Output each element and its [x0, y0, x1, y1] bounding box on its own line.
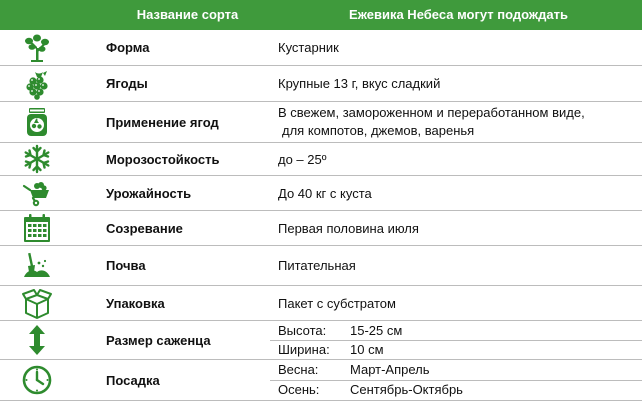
row-label: Созревание — [106, 220, 183, 236]
row-value: Питательная — [278, 258, 356, 273]
row-value: Пакет с субстратом — [278, 295, 396, 311]
row-value: Первая половина июля — [278, 220, 419, 236]
row-label: Почва — [106, 258, 146, 273]
vertical-arrows-icon — [0, 321, 74, 359]
clock-icon — [0, 360, 74, 400]
table-row-berries — [0, 66, 642, 102]
planting-autumn — [270, 380, 642, 399]
pair-value: 10 см — [350, 342, 384, 357]
table-row-yield — [0, 176, 642, 211]
pair-value: 15-25 см — [350, 323, 403, 338]
row-label: Применение ягод — [106, 114, 219, 130]
header-variety-title: Ежевика Небеса могут подождать — [349, 7, 568, 22]
pair-key: Ширина: — [278, 342, 330, 357]
row-label: Размер саженца — [106, 332, 211, 348]
row-value: До 40 кг с куста — [278, 185, 372, 201]
pair-value: Сентябрь-Октябрь — [350, 382, 463, 397]
berry-icon — [0, 66, 74, 101]
row-value-line: В свежем, замороженном и переработанном виде, — [278, 105, 585, 120]
tree-icon — [0, 30, 74, 65]
table-row-soil — [0, 246, 642, 286]
table-row-usage — [0, 102, 642, 143]
box-icon — [0, 286, 74, 320]
row-label: Урожайность — [106, 185, 192, 201]
pair-key: Высота: — [278, 323, 327, 338]
row-value: до – 25º — [278, 151, 327, 167]
planting-spring — [270, 360, 642, 379]
table-row-ripening — [0, 211, 642, 246]
size-height — [270, 321, 642, 340]
row-value — [278, 102, 642, 142]
table-row-packaging — [0, 286, 642, 321]
row-label: Упаковка — [106, 295, 165, 311]
header-variety-name: Название сорта — [136, 7, 239, 22]
row-value: Крупные 13 г, вкус сладкий — [278, 76, 441, 91]
row-label: Ягоды — [106, 76, 148, 91]
calendar-icon — [0, 211, 74, 245]
row-value-line: для компотов, джемов, варенья — [282, 123, 475, 138]
pair-key: Осень: — [278, 382, 320, 397]
table-row-planting — [0, 360, 642, 401]
row-label: Посадка — [106, 372, 160, 388]
row-label: Форма — [106, 40, 150, 55]
size-width — [270, 340, 642, 359]
wheelbarrow-icon — [0, 176, 74, 210]
jar-icon — [0, 102, 74, 142]
row-label: Морозостойкость — [106, 151, 220, 167]
table-header — [0, 0, 642, 30]
row-value: Кустарник — [278, 40, 339, 55]
shovel-soil-icon — [0, 246, 74, 285]
table-row-seedling-size — [0, 321, 642, 360]
snowflake-icon — [0, 143, 74, 175]
table-row-frost — [0, 143, 642, 176]
pair-value: Март-Апрель — [350, 362, 430, 377]
pair-key: Весна: — [278, 362, 319, 377]
table-row-form — [0, 30, 642, 66]
